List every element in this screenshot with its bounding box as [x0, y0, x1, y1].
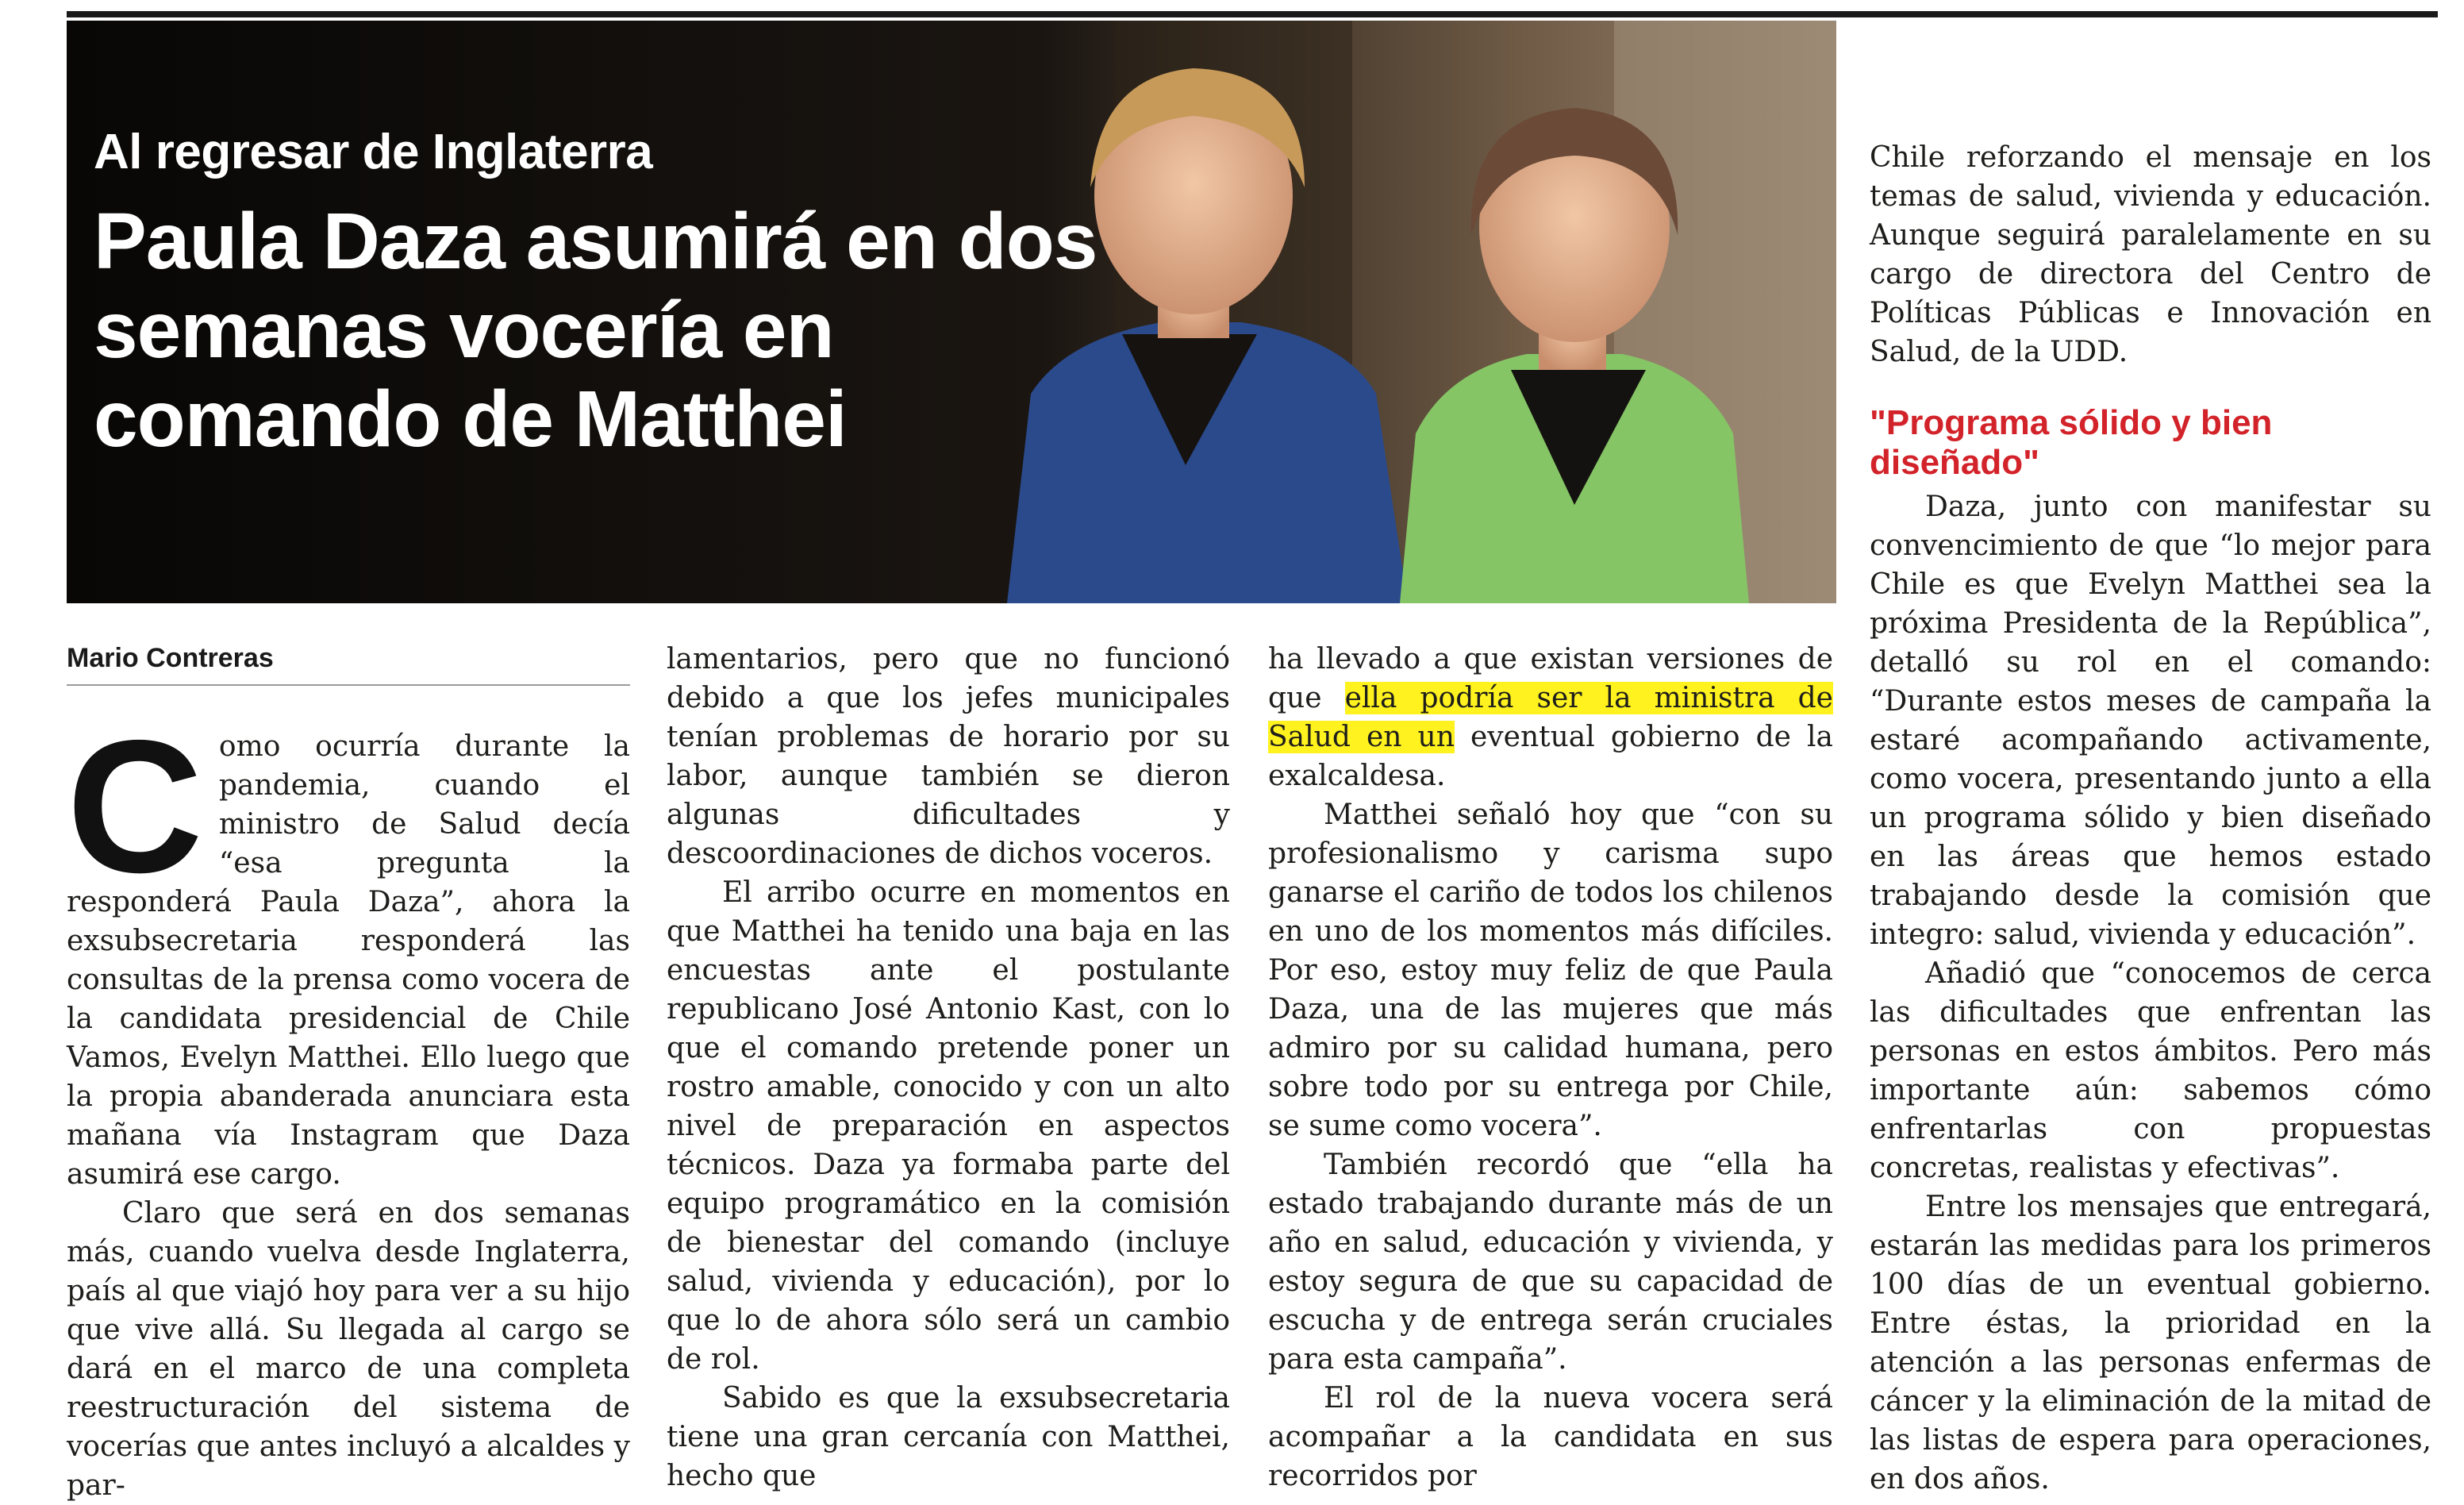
article-column-1 [67, 640, 630, 1505]
paragraph: Chile reforzando el mensaje en los temas de salud, vivienda y educación. Aunque seguirá paralelamente en su cargo de directora del Centro de Políticas Públicas e Innovación en Salud, de la UDD. [1870, 141, 2431, 368]
highlighted-text: ella podría ser la ministra de Salud en un [1268, 682, 1833, 753]
byline: Mario Contreras [67, 640, 630, 686]
article-column-2 [667, 640, 1230, 1495]
article-headline: Paula Daza asumirá en dos semanas vocería en comando de Matthei [94, 197, 1097, 464]
article-column-4 [1870, 138, 2431, 1499]
top-rule [67, 11, 2438, 17]
paragraph: Entre los mensajes que entregará, estarán las medidas para los primeros 100 días de un eventual gobierno. Entre éstas, la prioridad en la atención a las personas enfermas de cáncer y la eliminación de la mitad de las listas de espera para operaciones, en dos años. [1870, 1191, 2431, 1495]
hero-photo-banner [67, 21, 1836, 603]
paragraph [1268, 640, 1833, 795]
paragraph: Añadió que “conocemos de cerca las dificultades que enfrentan las personas en estos ámbitos. Pero más importante aún: sabemos cómo enfrentarlas con propuestas concretas, realistas y efectivas”. [1870, 957, 2431, 1184]
paragraph: lamentarios, pero que no funcionó debido a que los jefes municipales tenían problemas de horario por su labor, aunque también se dieron algunas dificultades y descoordinaciones de dichos voceros. [667, 643, 1230, 870]
paragraph: También recordó que “ella ha estado trabajando durante más de un año en salud, educación y vivienda, y estoy segura de que su capacidad de escucha y de entrega serán cruciales para esta campaña”. [1268, 1149, 1833, 1376]
paragraph: El rol de la nueva vocera será acompañar a la candidata en sus recorridos por [1268, 1382, 1833, 1492]
text-run: eventual gobierno de la exalcaldesa. [1268, 721, 1833, 792]
paragraph: omo ocurría durante la pandemia, cuando el ministro de Salud decía “esa pregunta la responderá Paula Daza”, ahora la exsubsecretaria responderá las consultas de la prensa como vocera de la candidata presidencial de Chile Vamos, Evelyn Matthei. Ello luego que la propia abanderada anunciara esta mañana vía Instagram que Daza asumirá ese cargo. [67, 730, 630, 1191]
section-subhead: "Programa sólido y bien diseñado" [1870, 403, 2273, 482]
paragraph: Claro que será en dos semanas más, cuando vuelva desde Inglaterra, país al que viajó hoy para ver a su hijo que vive allá. Su llegada al cargo se dará en el marco de una completa reestructuración del sistema de vocerías que antes incluyó a alcaldes y par- [67, 1197, 630, 1502]
paragraph: Matthei señaló hoy que “con su profesionalismo y carisma supo ganarse el cariño de todos los chilenos en uno de los momentos más difíciles. Por eso, estoy muy feliz de que Paula Daza, una de las mujeres que más admiro por su calidad humana, pero sobre todo por su entrega por Chile, se sume como vocera”. [1268, 799, 1833, 1142]
drop-cap: C [67, 702, 203, 912]
paragraph: Sabido es que la exsubsecretaria tiene una gran cercanía con Matthei, hecho que [667, 1382, 1230, 1492]
text-run: ha llevado a que existan versiones de que [1268, 643, 1833, 714]
paragraph: Daza, junto con manifestar su convencimiento de que “lo mejor para Chile es que Evelyn Matthei sea la próxima Presidenta de la República”, detalló su rol en el comando: “Durante estos meses de campaña la estaré acompañando activamente, como vocera, presentando junto a ella un programa sólido y bien diseñado en las áreas que hemos estado trabajando desde la comisión que integro: salud, vivienda y educación”. [1870, 491, 2431, 951]
paragraph: El arribo ocurre en momentos en que Matthei ha tenido una baja en las encuestas ante el postulante republicano José Antonio Kast, con lo que el comando pretende poner un rostro amable, conocido y con un alto nivel de preparación en aspectos técnicos. Daza ya formaba parte del equipo programático en la comisión de bienestar del comando (incluye salud, vivienda y educación), por lo que lo de ahora sólo será un cambio de rol. [667, 876, 1230, 1376]
article-kicker: Al regresar de Inglaterra [94, 125, 653, 179]
article-column-3 [1268, 640, 1833, 1495]
